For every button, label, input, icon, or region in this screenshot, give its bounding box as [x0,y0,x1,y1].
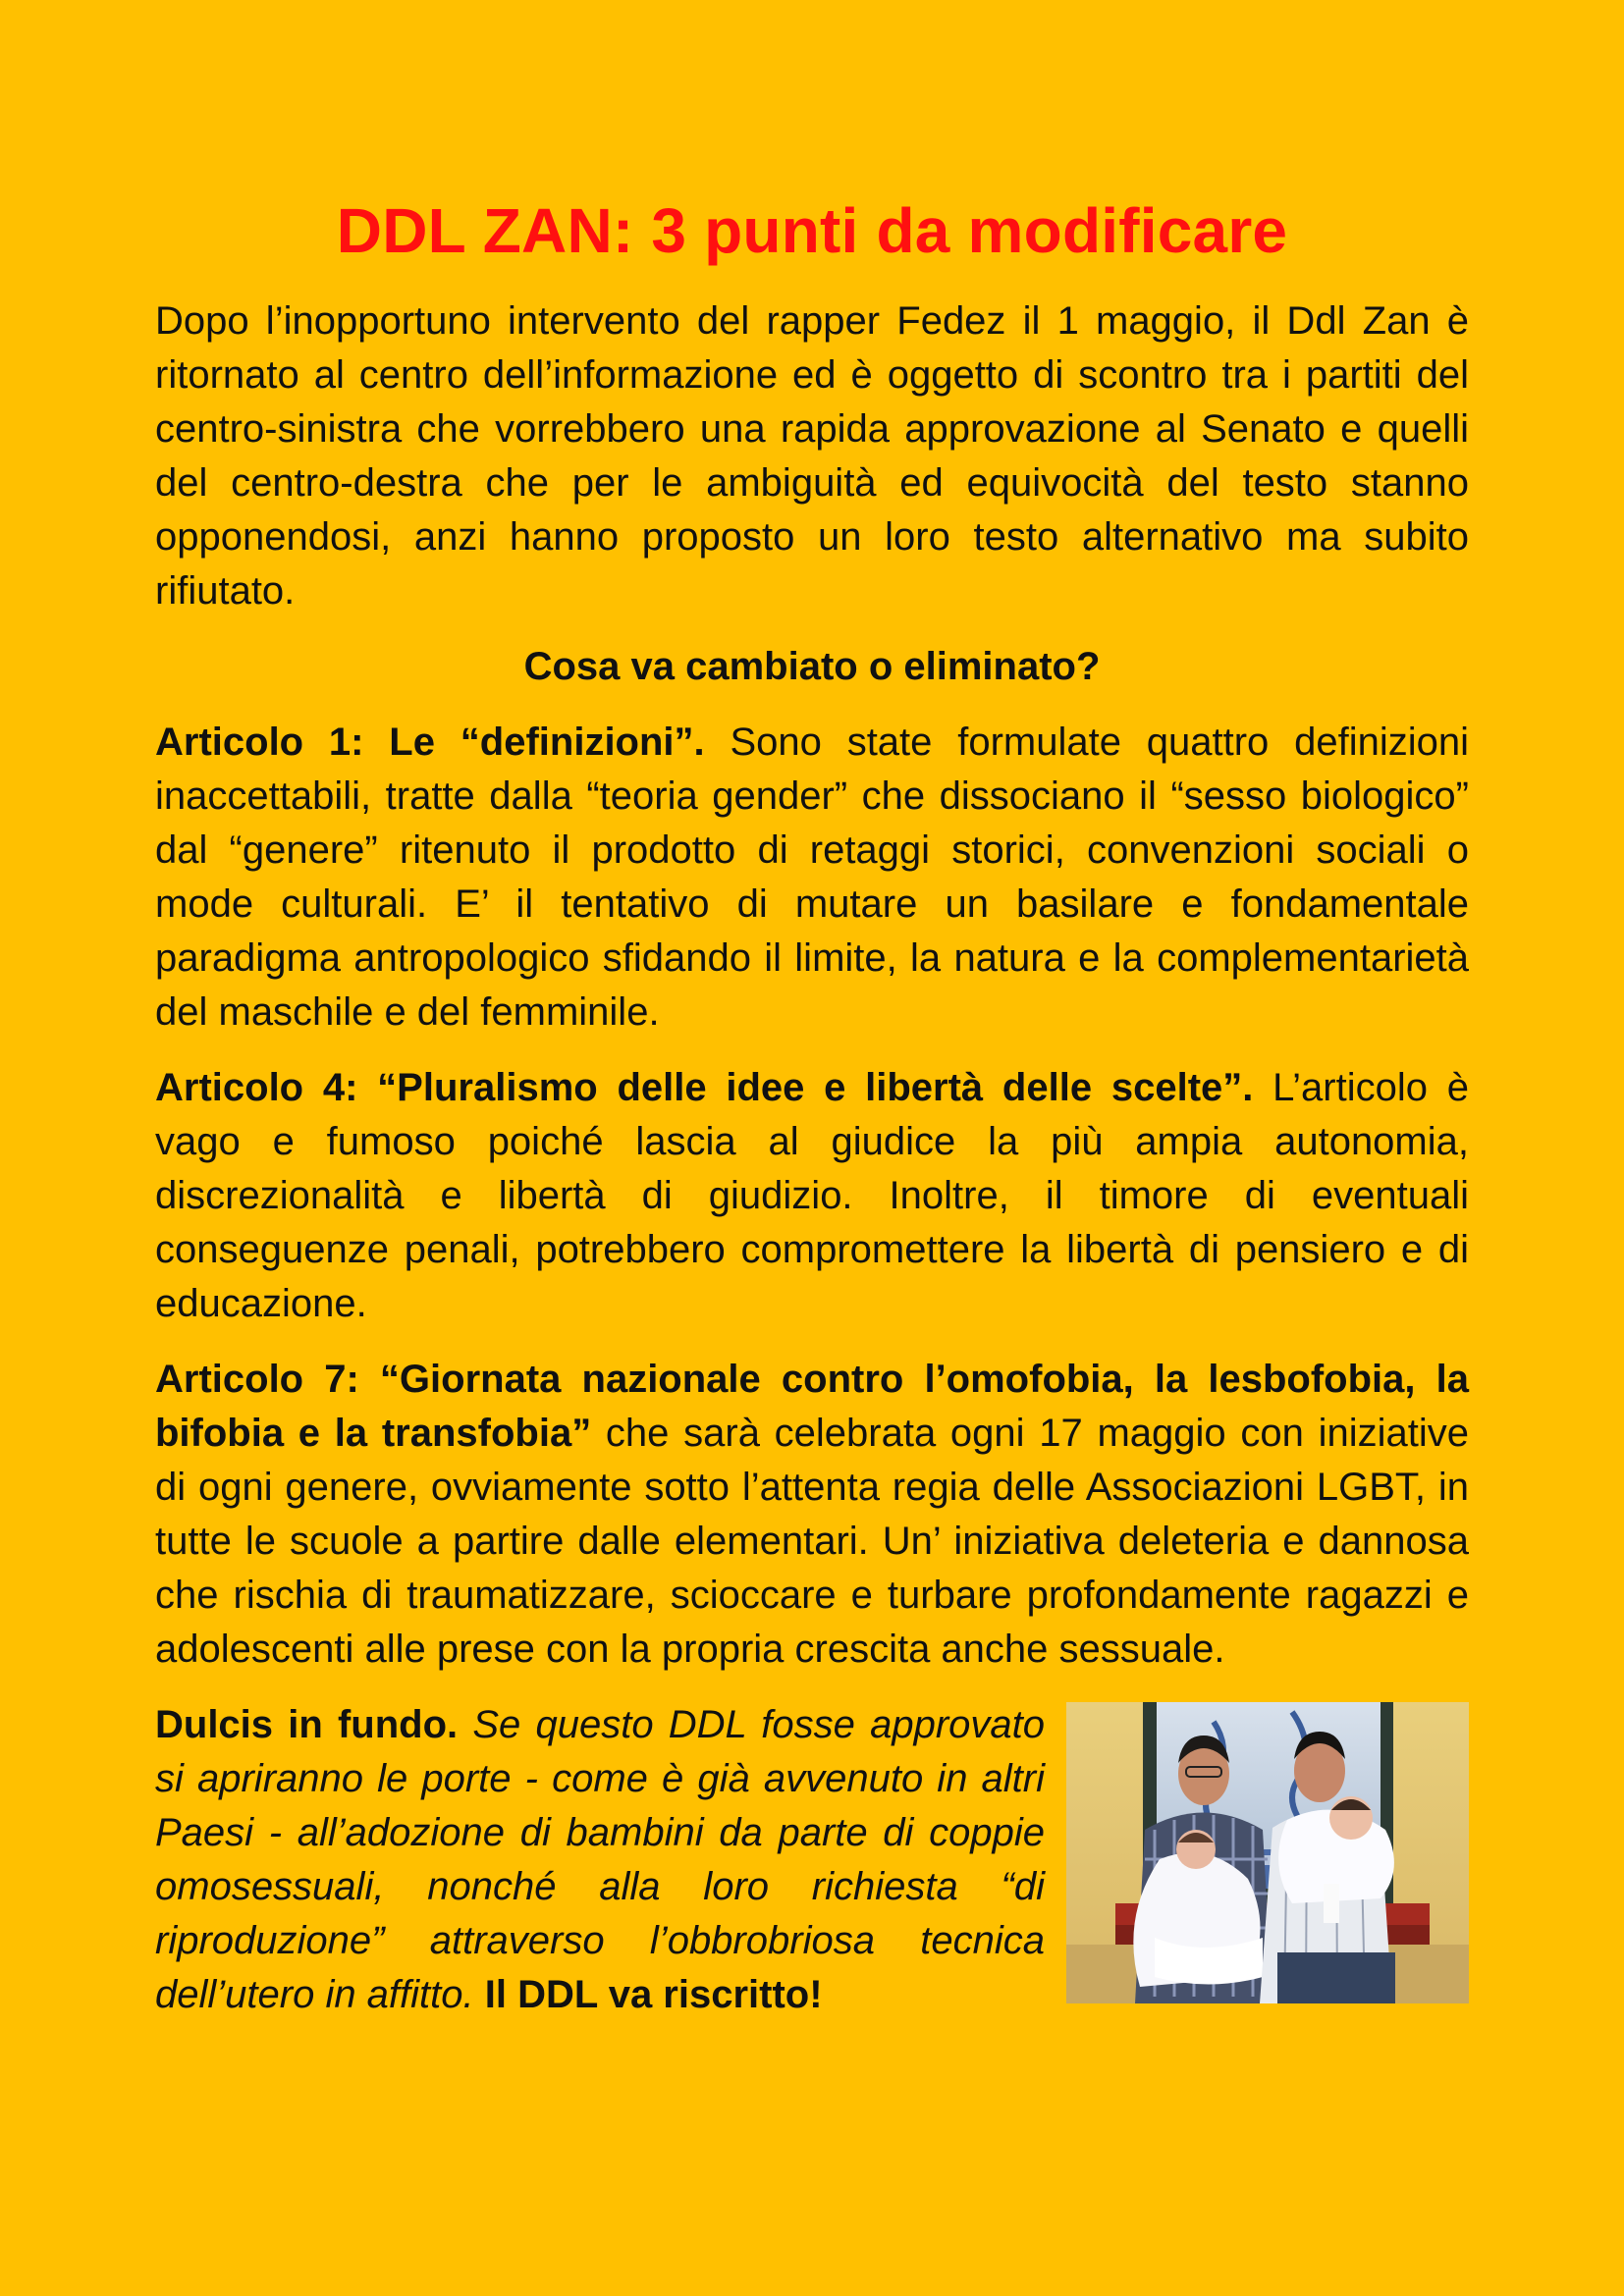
closing-heading: Dulcis in fundo. [155,1703,459,1746]
intro-paragraph: Dopo l’inopportuno intervento del rapper Fedez il 1 maggio, il Ddl Zan è ritornato al centro dell’informazione ed è oggetto di scontro tra i partiti del centro-sinistra che vorrebbero una rapida approvazione al Senato e quelli del centro-destra che per le ambiguità ed equivocità del testo stanno opponendosi, anzi hanno proposto un loro testo alternativo ma subito rifiutato. [155,299,1469,613]
page-title: DDL ZAN: 3 punti da modificare [336,195,1288,266]
family-photo [1066,1702,1469,2003]
closing-final-statement: Il DDL va riscritto! [473,1973,823,2016]
document-page [155,192,1469,2022]
article-1-heading: Articolo 1: Le “definizioni”. [155,721,705,764]
closing-italic-text: Se questo DDL fosse approvato si apriranno le porte - come è già avvenuto in altri Paesi - all’adozione di bambini da parte di coppie omosessuali, nonché alla loro richiesta “di riproduzione” attraverso l’obbrobriosa tecnica dell’utero in affitto. [155,1703,1045,2016]
article-1-paragraph [155,716,1469,1040]
article-1-body: Sono state formulate quattro definizioni inaccettabili, tratte dalla “teoria gender” che dissociano il “sesso biologico” dal “genere” ritenuto il prodotto di retaggi storici, convenzioni sociali o mode culturali. E’ il tentativo di mutare un basilare e fondamentale paradigma antropologico sfidando il limite, la natura e la complementarietà del maschile e del femminile. [155,721,1469,1034]
section-question: Cosa va cambiato o eliminato? [523,645,1101,688]
article-4-heading: Articolo 4: “Pluralismo delle idee e libertà delle scelte”. [155,1066,1254,1109]
article-7-heading: Articolo 7: “Giornata nazionale contro l’omofobia, la lesbofobia, la bifobia e la transfobia” [155,1358,1469,1455]
article-4-paragraph [155,1061,1469,1331]
article-4-body: L’articolo è vago e fumoso poiché lascia al giudice la più ampia autonomia, discrezionalità e libertà di giudizio. Inoltre, il timore di eventuali conseguenze penali, potrebbero compromettere la libertà di pensiero e di educazione. [155,1066,1469,1325]
article-7-paragraph [155,1353,1469,1677]
article-7-body: che sarà celebrata ogni 17 maggio con iniziative di ogni genere, ovviamente sotto l’attenta regia delle Associazioni LGBT, in tutte le scuole a partire dalle elementari. Un’ iniziativa deleteria e dannosa che rischia di traumatizzare, scioccare e turbare profondamente ragazzi e adolescenti alle prese con la propria crescita anche sessuale. [155,1412,1469,1671]
closing-section [155,1698,1469,2022]
